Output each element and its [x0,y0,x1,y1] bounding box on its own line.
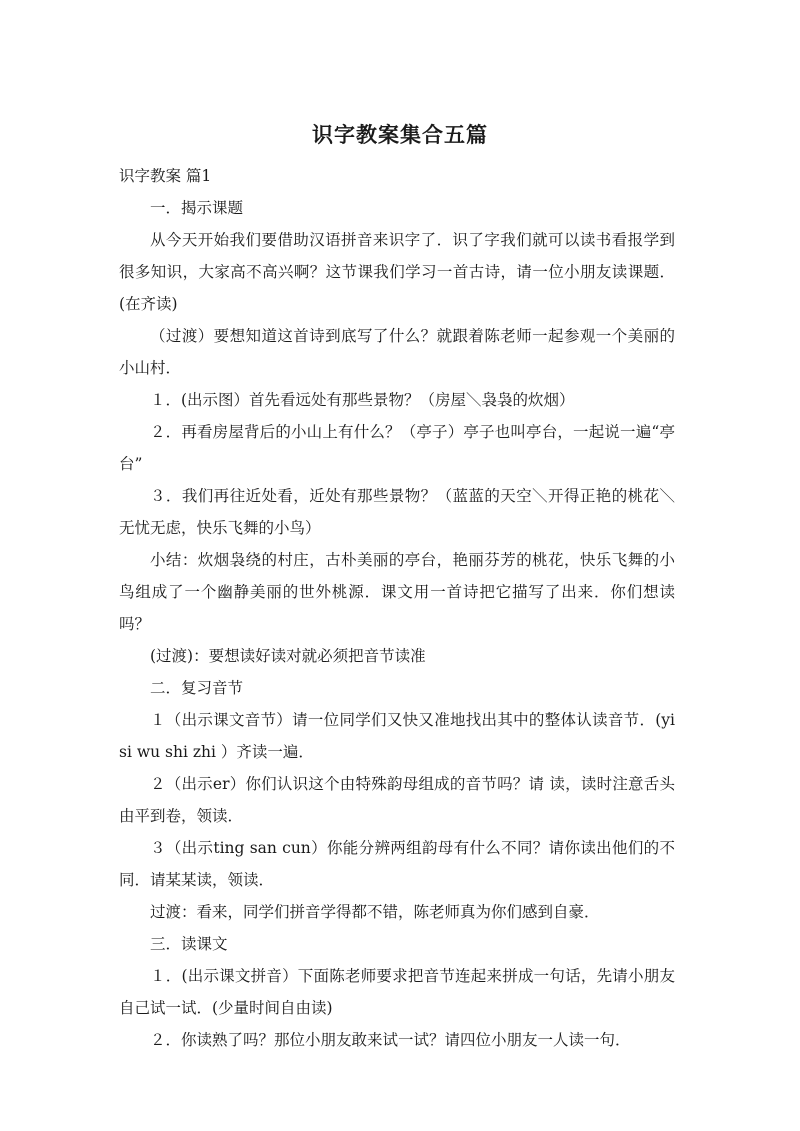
subsection-heading: 二．复习音节 [150,679,244,697]
paragraph: ２．你读熟了吗？那位小朋友敢来试一试？请四位小朋友一人读一句． [150,1031,631,1049]
paragraph: ３（出示ting san cun）你能分辨两组韵母有什么不同？请你读出他们的不同．请某某读，领读． [119,839,675,889]
section-heading: 识字教案 篇1 [119,167,212,185]
paragraph: (过渡)：要想读好读对就必须把音节读准 [150,647,426,665]
subsection-heading: 三．读课文 [150,935,228,953]
document-body [119,160,675,1056]
paragraph: １（出示课文音节）请一位同学们又快又准地找出其中的整体认读音节．(yi si wu shi zhi ）齐读一遍． [119,711,675,761]
paragraph: 从今天开始我们要借助汉语拼音来识字了．识了字我们就可以读书看报学到很多知识，大家高不高兴啊？这节课我们学习一首古诗，请一位小朋友读课题．(在齐读) [119,231,675,313]
paragraph: （过渡）要想知道这首诗到底写了什么？就跟着陈老师一起参观一个美丽的小山村． [119,327,675,377]
paragraph: 过渡：看来，同学们拼音学得都不错，陈老师真为你们感到自豪． [150,903,600,921]
document-title: 识字教案集合五篇 [312,123,488,147]
paragraph: ２（出示er）你们认识这个由特殊韵母组成的音节吗？请 读，读时注意舌头由平到卷，领读． [119,775,675,825]
paragraph: 小结：炊烟袅绕的村庄，古朴美丽的亭台，艳丽芬芳的桃花，快乐飞舞的小鸟组成了一个幽静美丽的世外桃源．课文用一首诗把它描写了出来．你们想读吗？ [119,551,675,633]
subsection-heading: 一．揭示课题 [150,199,244,217]
paragraph: ３．我们再往近处看，近处有那些景物？（蓝蓝的天空＼开得正艳的桃花＼无忧无虑，快乐飞舞的小鸟） [119,487,675,537]
paragraph: １．(出示课文拼音）下面陈老师要求把音节连起来拼成一句话，先请小朋友自己试一试．(少量时间自由读) [119,967,675,1017]
paragraph: ２．再看房屋背后的小山上有什么？（亭子）亭子也叫亭台，一起说一遍“亭台” [119,423,675,473]
paragraph: １．(出示图）首先看远处有那些景物？（房屋＼袅袅的炊烟） [150,391,575,409]
